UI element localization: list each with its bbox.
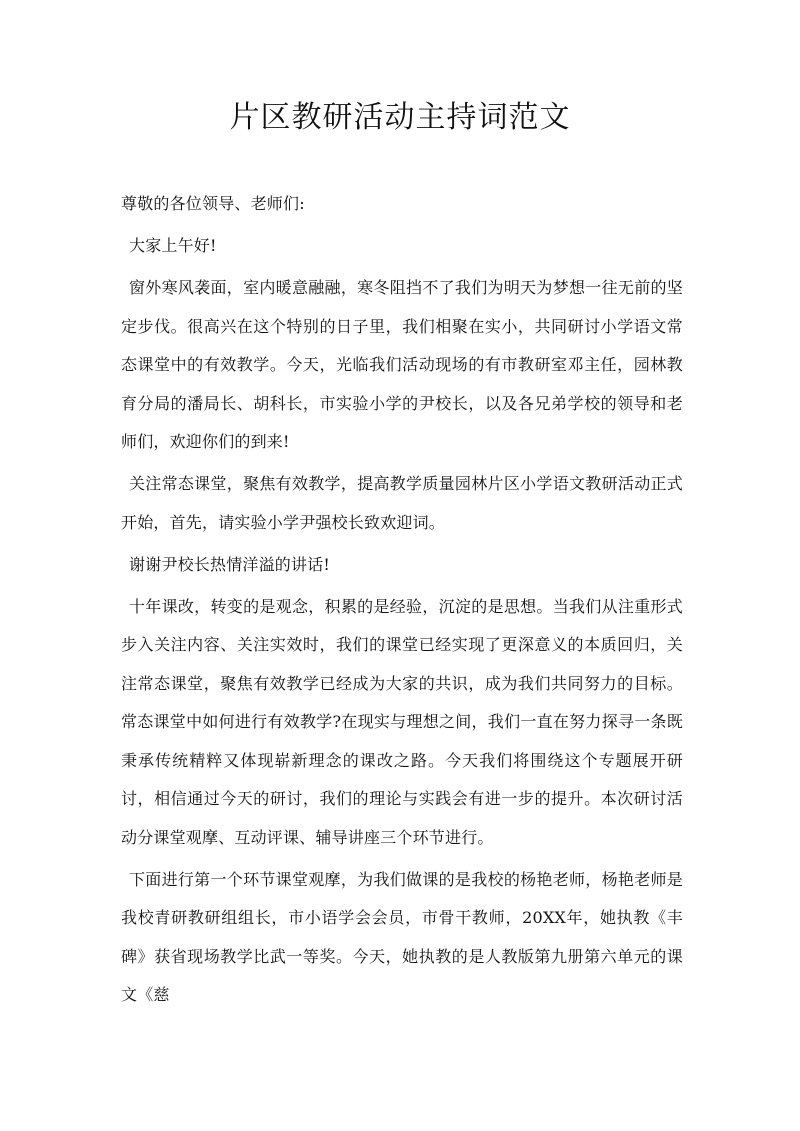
document-title: 片区教研活动主持词范文 bbox=[229, 100, 571, 135]
paragraph-observation: 下面进行第一个环节课堂观摩，为我们做课的是我校的杨艳老师，杨艳老师是我校青研教研组组长，市小语学会会员，市骨干教师，20XX年，她执教《丰碑》获省现场教学比武一等奖。今天，她执教的是人教版第九册第六单元的课文《慈 bbox=[121, 869, 683, 1004]
paragraph-reform: 十年课改，转变的是观念，积累的是经验，沉淀的是思想。当我们从注重形式步入关注内容、关注实效时，我们的课堂已经实现了更深意义的本质回归，关注常态课堂，聚焦有效教学已经成为大家的共识，成为我们共同努力的目标。常态课堂中如何进行有效教学?在现实与理想之间，我们一直在努力探寻一条既秉承传统精粹又体现崭新理念的课改之路。今天我们将围绕这个专题展开研讨，相信通过今天的研讨，我们的理论与实践会有进一步的提升。本次研讨活动分课堂观摩、互动评课、辅导讲座三个环节进行。 bbox=[121, 596, 683, 847]
paragraph-thanks: 谢谢尹校长热情洋溢的讲话! bbox=[129, 554, 331, 574]
document-body bbox=[121, 185, 683, 1018]
paragraph-greeting: 大家上午好! bbox=[129, 236, 217, 255]
paragraph-opening: 关注常态课堂，聚焦有效教学，提高教学质量园林片区小学语文教研活动正式开始，首先，请实验小学尹强校长致欢迎词。 bbox=[121, 474, 683, 532]
paragraph-welcome: 窗外寒风袭面，室内暖意融融，寒冬阻挡不了我们为明天为梦想一往无前的坚定步伐。很高兴在这个特别的日子里，我们相聚在实小，共同研讨小学语文常态课堂中的有效教学。今天，光临我们活动现场的有市教研室邓主任，园林教育分局的潘局长、胡科长，市实验小学的尹校长，以及各兄弟学校的领导和老师们，欢迎你们的到来! bbox=[121, 278, 683, 451]
salutation: 尊敬的各位领导、老师们: bbox=[121, 194, 305, 213]
